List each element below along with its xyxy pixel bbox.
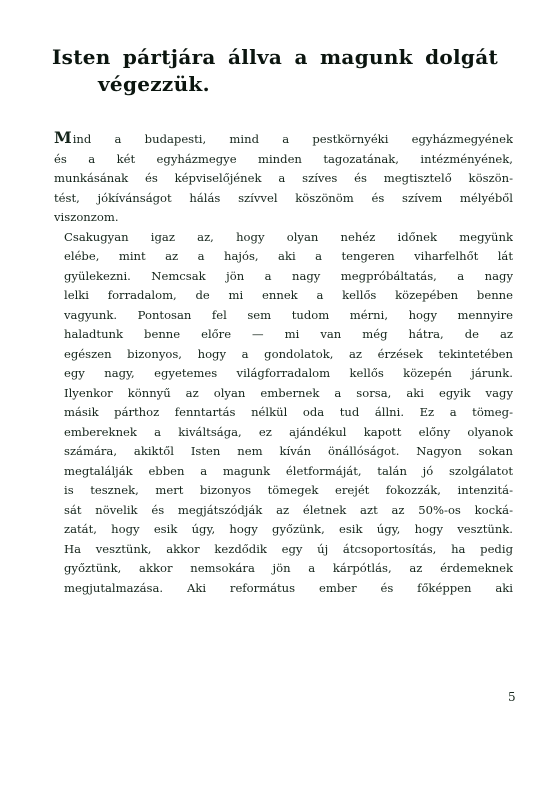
paragraph-2 [54, 228, 513, 599]
text-line: megtalálják ebben a magunk életformáját, talán jó szolgálatot [64, 463, 513, 478]
paragraph-1 [54, 128, 513, 228]
text-line: sát növelik és megjátszódják az életnek azt az 50%-os kocká- [64, 502, 513, 517]
text-line: egy nagy, egyetemes világforradalom kellős közepén járunk. [64, 366, 513, 380]
text-line: Ha vesztünk, akkor kezdődik egy új átcsoportosítás, ha pedig [64, 541, 513, 556]
text-line: Ilyenkor könnyű az olyan embernek a sorsa, aki egyik vagy [64, 385, 513, 400]
text-line: másik párthoz fenntartás nélkül oda tud állni. Ez a tömeg- [64, 405, 513, 419]
body-text [54, 128, 513, 598]
text-line: Csakugyan igaz az, hogy olyan nehéz időnek megyünk [64, 229, 513, 244]
page-number: 5 [508, 690, 516, 704]
text-line: győztünk, akkor nemsokára jön a kárpótlás, az érdemeknek [64, 561, 513, 575]
text-line [54, 128, 513, 150]
text-line: egészen bizonyos, hogy a gondolatok, az érzések tekintetében [64, 346, 513, 361]
text-line: embereknek a kiváltsága, ez ajándékul kapott előny olyanok [64, 424, 513, 439]
text-line: elébe, mint az a hajós, aki a tengeren viharfelhőt lát [64, 249, 513, 263]
text-line: tést, jókívánságot hálás szívvel köszönöm és szívem mélyéből [54, 190, 513, 205]
text-line: is tesznek, mert bizonyos tömegek erejét fokozzák, intenzitá- [64, 483, 513, 497]
text-line: megjutalmazása. Aki református ember és főképpen aki [64, 580, 513, 595]
text-line: vagyunk. Pontosan fel sem tudom mérni, hogy mennyire [64, 307, 513, 322]
text-line: számára, akiktől Isten nem kíván önállóságot. Nagyon sokan [64, 444, 513, 458]
text-line: és a két egyházmegye minden tagozatának, intézményének, [54, 151, 513, 166]
text-line-content: ind a budapesti, mind a pestkörnyéki egyházmegyének [72, 132, 513, 146]
chapter-title-line-2: végezzük. [98, 72, 210, 96]
text-line: gyülekezni. Nemcsak jön a nagy megpróbáltatás, a nagy [64, 268, 513, 283]
chapter-title-line-1: Isten pártjára állva a magunk dolgát [52, 45, 498, 69]
text-line: haladtunk benne előre — mi van még hátra, de az [64, 327, 513, 341]
drop-cap: M [54, 128, 72, 147]
text-line: lelki forradalom, de mi ennek a kellős közepében benne [64, 288, 513, 302]
text-line: zatát, hogy esik úgy, hogy győzünk, esik úgy, hogy vesztünk. [64, 522, 513, 536]
text-line: munkásának és képviselőjének a szíves és megtisztelő köszön- [54, 171, 513, 185]
chapter-title [52, 44, 512, 98]
text-line: viszonzom. [54, 210, 119, 224]
